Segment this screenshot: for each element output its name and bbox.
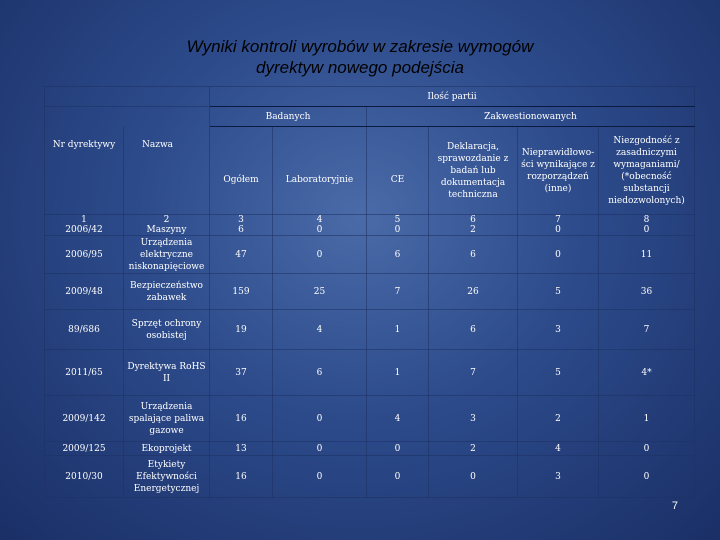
header-blank-3 [45, 107, 124, 127]
cell-lab: 0 [273, 456, 367, 498]
index-value: 2 [470, 225, 476, 235]
cell-ce: 4 [367, 396, 429, 442]
index-value: 0 [394, 225, 401, 235]
index-number: 7 [555, 215, 561, 225]
table-row [45, 274, 695, 310]
cell-lab: 0 [273, 396, 367, 442]
cell-niezg: 7 [599, 310, 695, 350]
cell-nr: 2009/125 [45, 442, 124, 456]
cell-dekl: 3 [429, 396, 518, 442]
cell-lab: 4 [273, 310, 367, 350]
title-line-2: dyrektyw nowego podejścia [256, 58, 464, 77]
title-line-1: Wyniki kontroli wyrobów w zakresie wymogów [186, 37, 534, 56]
cell-ce: 1 [367, 350, 429, 396]
cell-nazwa: Etykiety Efektywności Energetycznej [124, 456, 210, 498]
cell-nr: 2011/65 [45, 350, 124, 396]
index-cell-5 [367, 215, 429, 236]
cell-nazwa: Sprzęt ochrony osobistej [124, 310, 210, 350]
table-row [45, 310, 695, 350]
index-number: 1 [81, 215, 87, 225]
cell-dekl: 6 [429, 310, 518, 350]
index-cell-2 [124, 215, 210, 236]
index-cell-1 [45, 215, 124, 236]
cell-ogolem: 47 [210, 236, 273, 274]
cell-nr: 2009/142 [45, 396, 124, 442]
header-niezgodnosc: Niezgodność z zasadniczymi wymaganiami/ (*obecność substancji niedozwolonych) [599, 127, 695, 215]
cell-nazwa: Urządzenia elektryczne niskonapięciowe [124, 236, 210, 274]
cell-nazwa: Ekoprojekt [124, 442, 210, 456]
cell-lab: 0 [273, 442, 367, 456]
cell-lab: 6 [273, 350, 367, 396]
header-nazwa: Nazwa [124, 127, 210, 215]
cell-nazwa: Dyrektywa RoHS II [124, 350, 210, 396]
cell-lab: 0 [273, 236, 367, 274]
table-row [45, 396, 695, 442]
cell-ogolem: 37 [210, 350, 273, 396]
table-row [45, 236, 695, 274]
cell-ce: 1 [367, 310, 429, 350]
cell-dekl: 26 [429, 274, 518, 310]
header-ogolem: Ogółem [210, 127, 273, 215]
cell-niezg: 36 [599, 274, 695, 310]
cell-niepr: 3 [518, 456, 599, 498]
index-number: 6 [470, 215, 476, 225]
index-cell-8 [599, 215, 695, 236]
index-cell-3 [210, 215, 273, 236]
index-value: 6 [238, 225, 244, 235]
cell-ogolem: 16 [210, 396, 273, 442]
index-value: 0 [316, 225, 323, 235]
cell-niezg: 1 [599, 396, 695, 442]
cell-ogolem: 16 [210, 456, 273, 498]
header-nieprawidlowosci: Nieprawidłowo-ści wynikające z rozporządzeń (inne) [518, 127, 599, 215]
index-cell-7 [518, 215, 599, 236]
cell-ce: 7 [367, 274, 429, 310]
cell-niepr: 4 [518, 442, 599, 456]
cell-dekl: 0 [429, 456, 518, 498]
index-number: 2 [163, 215, 170, 225]
header-nr-dyrektywy: Nr dyrektywy [45, 127, 124, 215]
results-table-wrapper [44, 86, 694, 498]
cell-ce: 0 [367, 456, 429, 498]
cell-dekl: 2 [429, 442, 518, 456]
slide-title [0, 36, 720, 78]
cell-ogolem: 13 [210, 442, 273, 456]
cell-nr: 2006/95 [45, 236, 124, 274]
index-cell-4 [273, 215, 367, 236]
index-number: 8 [643, 215, 650, 225]
cell-ce: 6 [367, 236, 429, 274]
cell-ogolem: 159 [210, 274, 273, 310]
table-row [45, 350, 695, 396]
page-number: 7 [671, 500, 678, 512]
cell-niezg: 0 [599, 456, 695, 498]
index-number: 5 [394, 215, 401, 225]
index-number: 3 [238, 215, 244, 225]
cell-nr: 89/686 [45, 310, 124, 350]
cell-nazwa: Bezpieczeństwo zabawek [124, 274, 210, 310]
cell-dekl: 6 [429, 236, 518, 274]
cell-ce: 0 [367, 442, 429, 456]
header-blank-4 [124, 107, 210, 127]
cell-niepr: 2 [518, 396, 599, 442]
header-blank-2 [124, 87, 210, 107]
index-row [45, 215, 695, 236]
index-value: Maszyny [146, 225, 187, 235]
cell-niepr: 5 [518, 350, 599, 396]
cell-niepr: 0 [518, 236, 599, 274]
header-badanych: Badanych [210, 107, 367, 127]
table-row [45, 442, 695, 456]
index-value: 0 [643, 225, 650, 235]
header-blank-1 [45, 87, 124, 107]
index-value: 0 [555, 225, 561, 235]
index-number: 4 [316, 215, 323, 225]
cell-niezg: 11 [599, 236, 695, 274]
cell-dekl: 7 [429, 350, 518, 396]
cell-nr: 2010/30 [45, 456, 124, 498]
index-value: 2006/42 [65, 225, 103, 235]
header-ce: CE [367, 127, 429, 215]
results-table [44, 86, 695, 498]
cell-nazwa: Urządzenia spalające paliwa gazowe [124, 396, 210, 442]
cell-niezg: 4* [599, 350, 695, 396]
table-row [45, 456, 695, 498]
header-ilosc-partii: Ilość partii [210, 87, 695, 107]
index-cell-6 [429, 215, 518, 236]
cell-niepr: 5 [518, 274, 599, 310]
header-deklaracja: Deklaracja, sprawozdanie z badań lub dokumentacja techniczna [429, 127, 518, 215]
cell-nr: 2009/48 [45, 274, 124, 310]
cell-ogolem: 19 [210, 310, 273, 350]
cell-niezg: 0 [599, 442, 695, 456]
cell-niepr: 3 [518, 310, 599, 350]
header-laboratoryjnie: Laboratoryjnie [273, 127, 367, 215]
header-zakwestionowanych: Zakwestionowanych [367, 107, 695, 127]
cell-lab: 25 [273, 274, 367, 310]
